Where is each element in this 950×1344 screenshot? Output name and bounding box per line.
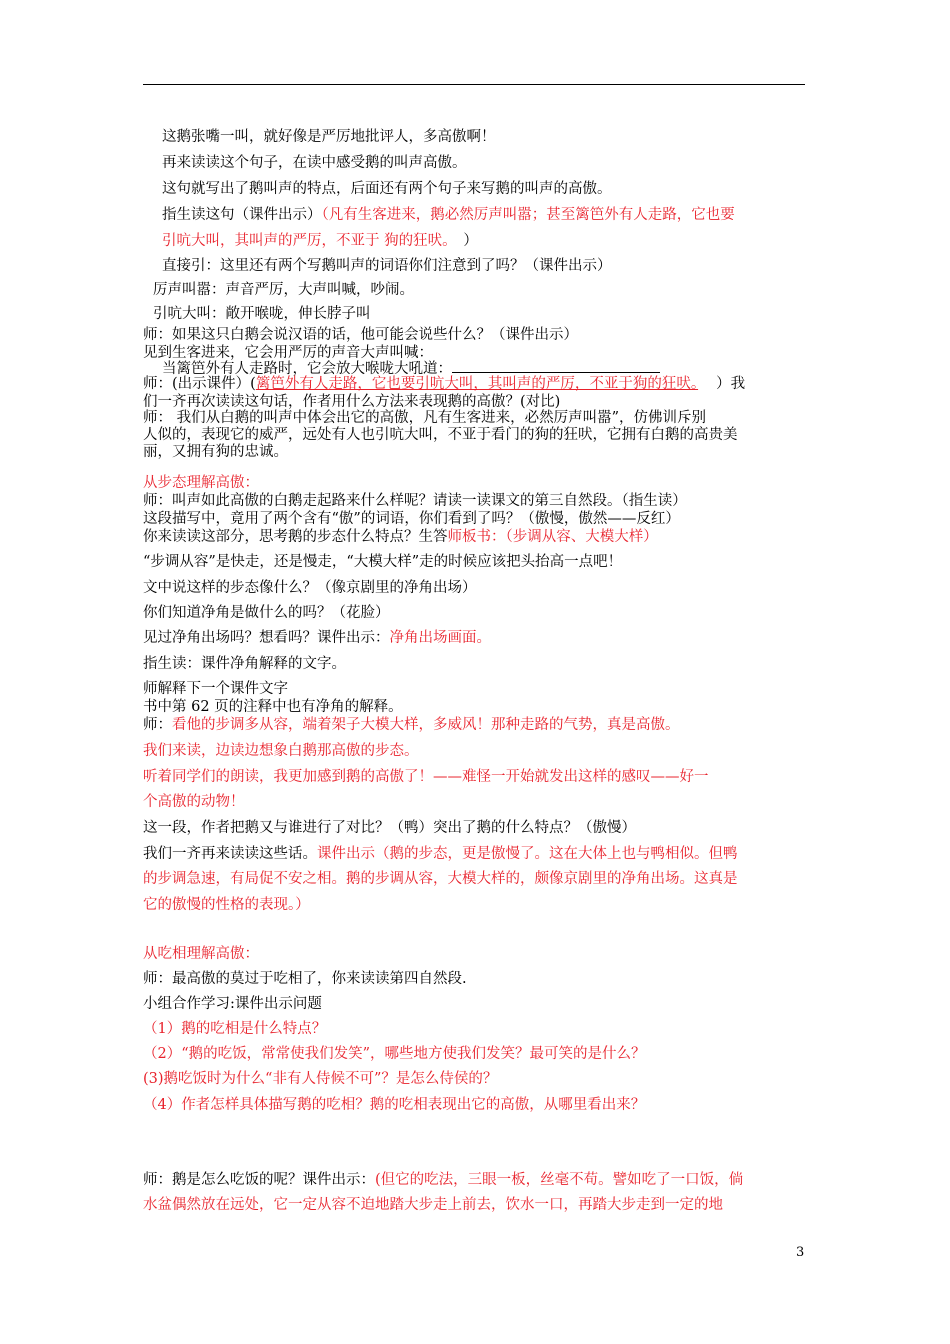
question-item — [143, 1020, 326, 1038]
highlight-text: 个高傲的动物！ — [143, 794, 245, 810]
heading-text: 从步态理解高傲： — [143, 475, 259, 491]
text: 师：鹅是怎么吃饭的呢？课件出示： — [143, 1172, 375, 1188]
blank-underline — [452, 359, 660, 373]
text: 们一齐再次读读这句话，作者用什么方法来表现鹅的高傲？(对比) — [143, 394, 561, 410]
text-line — [143, 326, 578, 344]
highlight-text: （1）鹅的吃相是什么特点？ — [143, 1021, 327, 1037]
text: 指生读：课件净角解释的文字。 — [143, 656, 346, 672]
text: 见到生客进来，它会用严厉的声音大声叫喊： — [143, 345, 433, 361]
text-line — [143, 995, 322, 1013]
text-line — [143, 426, 738, 444]
text-line — [153, 281, 414, 299]
text: 你来读读这部分，思考鹅的步态什么特点？生答 — [143, 529, 448, 545]
text: 我们一齐再来读读这些话。 — [143, 846, 317, 862]
text: 师： 我们从白鹅的叫声中体会出它的高傲，凡有生客进来，必然厉声叫嚣”，仿佛训斥别 — [143, 410, 707, 426]
question-item — [143, 1070, 497, 1088]
highlight-text: （凡有生客进来，鹅必然厉声叫嚣；甚至篱笆外有人走路，它也要 — [321, 207, 735, 223]
text-line — [143, 553, 622, 571]
text: 师：叫声如此高傲的白鹅走起路来什么样呢？请读一读课文的第三自然段。（指生读） — [143, 493, 687, 509]
text: 这句就写出了鹅叫声的特点，后面还有两个句子来写鹅的叫声的高傲。 — [162, 181, 612, 197]
text-line — [162, 257, 612, 275]
text-line — [143, 698, 403, 716]
question-item — [143, 1096, 645, 1114]
text-line — [143, 680, 288, 698]
text-line — [143, 655, 346, 673]
text-line — [143, 742, 419, 760]
question-item — [143, 1045, 646, 1063]
highlight-text: 它的傲慢的性格的表现。） — [143, 897, 310, 913]
text-line — [143, 579, 477, 597]
text-line — [143, 896, 310, 914]
heading-text: 从吃相理解高傲： — [143, 946, 259, 962]
text: 再来读读这个句子，在读中感受鹅的叫声高傲。 — [162, 155, 467, 171]
text: 师：最高傲的莫过于吃相了，你来读读第四自然段. — [143, 971, 467, 987]
text: 引吭大叫：敞开喉咙，伸长脖子叫 — [153, 306, 371, 322]
text: 师：如果这只白鹅会说汉语的话，他可能会说些什么？（课件出示） — [143, 327, 578, 343]
text: 这一段，作者把鹅又与谁进行了对比？（鸭）突出了鹅的什么特点？（傲慢） — [143, 820, 636, 836]
text-line — [143, 375, 745, 393]
text-line — [162, 154, 467, 172]
text-line — [143, 768, 709, 786]
text: ） — [463, 233, 478, 249]
highlight-text: 篱笆外有人走路，它也要引吭大叫，其叫声的严厉，不亚于狗的狂吠。 — [255, 376, 699, 392]
text: 师： — [143, 717, 172, 733]
text: 师：(出示课件）( — [143, 376, 256, 392]
section-heading — [143, 945, 259, 963]
highlight-text: 净角出场画面。 — [389, 630, 491, 646]
highlight-text: 引吭大叫，其叫声的严厉，不亚于 狗的狂吠。 — [162, 233, 450, 249]
text-line — [143, 510, 680, 528]
text: ）我 — [716, 376, 746, 392]
text-line — [143, 819, 636, 837]
header-rule — [143, 84, 805, 85]
text-line — [153, 305, 371, 323]
text-line — [143, 409, 706, 427]
text: 文中说这样的步态像什么？（像京剧里的净角出场） — [143, 580, 477, 596]
highlight-text: （4）作者怎样具体描写鹅的吃相？鹅的吃相表现出它的高傲，从哪里看出来？ — [143, 1097, 646, 1113]
text-line — [143, 528, 658, 546]
text-line — [143, 716, 680, 734]
text: 小组合作学习:课件出示问题 — [143, 996, 322, 1012]
text: 直接引：这里还有两个写鹅叫声的词语你们注意到了吗？（课件出示） — [162, 258, 612, 274]
text-line — [143, 604, 390, 622]
text-line — [143, 492, 687, 510]
text-line — [143, 970, 467, 988]
text: 丽，又拥有狗的忠诚。 — [143, 444, 288, 460]
highlight-text: 我们来读，边读边想象白鹅那高傲的步态。 — [143, 743, 419, 759]
text: 人似的，表现它的威严，远处有人也引吭大叫，不亚于看门的狗的狂吠，它拥有白鹅的高贵美 — [143, 427, 738, 443]
text-line — [162, 128, 496, 146]
page-number: 3 — [796, 1245, 805, 1260]
highlight-text: 水盆偶然放在远处，它一定从容不迫地踏大步走上前去，饮水一口，再踏大步走到一定的地 — [143, 1197, 723, 1213]
text-line — [143, 629, 491, 647]
text: 你们知道净角是做什么的吗？（花脸） — [143, 605, 390, 621]
text: 这鹅张嘴一叫，就好像是严厉地批评人，多高傲啊！ — [162, 129, 496, 145]
highlight-text: (3)鹅吃饭时为什么“非有人侍候不可”？是怎么侍侯的？ — [143, 1071, 498, 1087]
text: 这段描写中，竟用了两个含有“傲”的词语，你们看到了吗？（傲慢，傲然——反红） — [143, 511, 680, 527]
highlight-text: 师板书：（步调从容、大模大样） — [447, 529, 658, 545]
text-line — [143, 870, 738, 888]
text-line — [162, 232, 478, 250]
text-line — [143, 793, 245, 811]
text: 师解释下一个课件文字 — [143, 681, 288, 697]
text: 指生读这句（课件出示） — [162, 207, 322, 223]
text: 见过净角出场吗？想看吗？课件出示： — [143, 630, 390, 646]
text-line — [143, 1171, 743, 1189]
highlight-text: 看他的步调多从容，端着架子大模大样，多威风！那种走路的气势，真是高傲。 — [172, 717, 680, 733]
text: 当篱笆外有人走路时，它会放大喉咙大吼道： — [162, 361, 452, 377]
highlight-text: （2）“鹅的吃饭，常常使我们发笑”，哪些地方使我们发笑？最可笑的是什么？ — [143, 1046, 646, 1062]
highlight-text: 的步调急速，有局促不安之相。鹅的步调从容，大模大样的，颇像京剧里的净角出场。这真是 — [143, 871, 738, 887]
text: 厉声叫嚣：声音严厉，大声叫喊，吵闹。 — [153, 282, 414, 298]
highlight-text: 听着同学们的朗读，我更加感到鹅的高傲了！——难怪一开始就发出这样的感叹——好一 — [143, 769, 709, 785]
text-line — [143, 845, 738, 863]
text-line — [143, 1196, 723, 1214]
text-line — [162, 180, 612, 198]
text-line — [143, 443, 288, 461]
text-line — [162, 206, 735, 224]
text: 书中第 62 页的注释中也有净角的解释。 — [143, 699, 403, 715]
highlight-text: (但它的吃法，三眼一板，丝毫不苟。譬如吃了一口饭，倘 — [375, 1172, 744, 1188]
section-heading — [143, 474, 259, 492]
highlight-text: 课件出示（鹅的步态，更是傲慢了。这在大体上也与鸭相似。但鸭 — [317, 846, 738, 862]
text: “步调从容”是快走，还是慢走，“大模大样”走的时候应该把头抬高一点吧！ — [143, 554, 623, 570]
